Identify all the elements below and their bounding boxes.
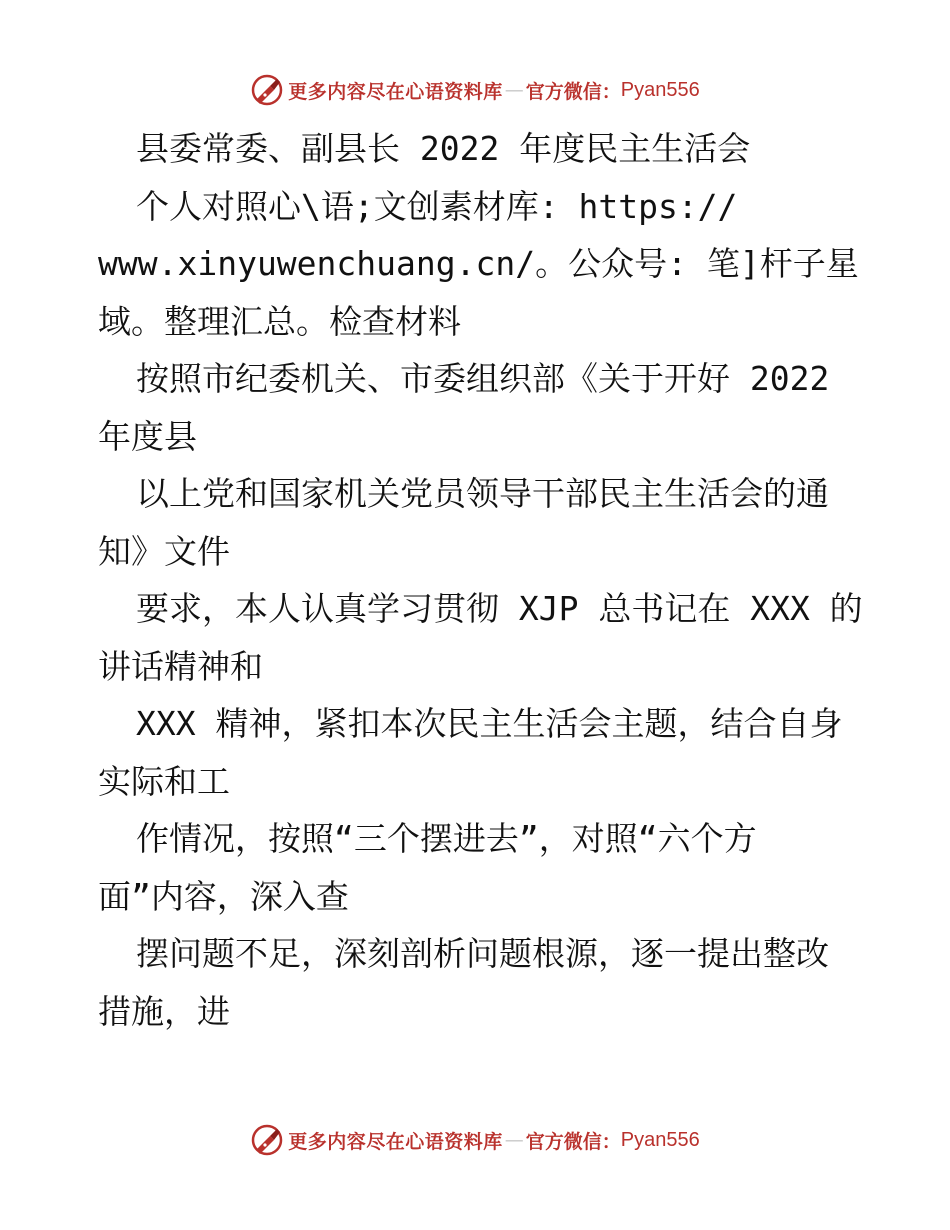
- header-banner: [0, 70, 950, 110]
- banner-separator: —: [504, 1129, 524, 1151]
- banner-id: Pyan556: [620, 78, 700, 101]
- pen-nib-logo-icon: [250, 73, 284, 107]
- text-line: 县委常委、副县长 2022 年度民主生活会: [136, 129, 751, 168]
- text-line: 域。整理汇总。检查材料: [98, 301, 461, 341]
- text-line: 以上党和国家机关党员领导干部民主生活会的通: [136, 474, 829, 513]
- text-line: 按照市纪委机关、市委组织部《关于开好 2022: [136, 359, 830, 398]
- banner-desc: 官方微信：: [525, 80, 621, 103]
- banner-text: 更多内容尽在心语资料库: [288, 1130, 503, 1153]
- text-line: 年度县: [98, 416, 197, 456]
- text-line: www.xinyuwenchuang.cn/。公众号: 笔]杆子星: [98, 244, 859, 283]
- text-line: 知》文件: [98, 531, 230, 571]
- text-line: 作情况，按照“三个摆进去”，对照“六个方: [136, 819, 757, 858]
- text-line: 面”内容，深入查: [98, 876, 349, 916]
- text-line: 措施，进: [98, 991, 230, 1031]
- text-line: 讲话精神和: [98, 646, 263, 686]
- banner-separator: —: [504, 79, 524, 101]
- banner-text: 更多内容尽在心语资料库: [288, 80, 503, 103]
- pen-nib-logo-icon: [250, 1123, 284, 1157]
- banner-id: Pyan556: [620, 1128, 700, 1151]
- text-line: 摆问题不足，深刻剖析问题根源，逐一提出整改: [136, 934, 829, 973]
- text-line: 个人对照心\语;文创素材库: https://: [136, 186, 738, 226]
- text-line: 要求，本人认真学习贯彻 XJP 总书记在 XXX 的: [136, 589, 863, 628]
- document-body: [98, 120, 868, 1040]
- footer-banner: [0, 1120, 950, 1160]
- banner-desc: 官方微信：: [525, 1130, 621, 1153]
- text-line: XXX 精神，紧扣本次民主生活会主题，结合自身: [136, 704, 843, 743]
- text-line: 实际和工: [98, 761, 230, 801]
